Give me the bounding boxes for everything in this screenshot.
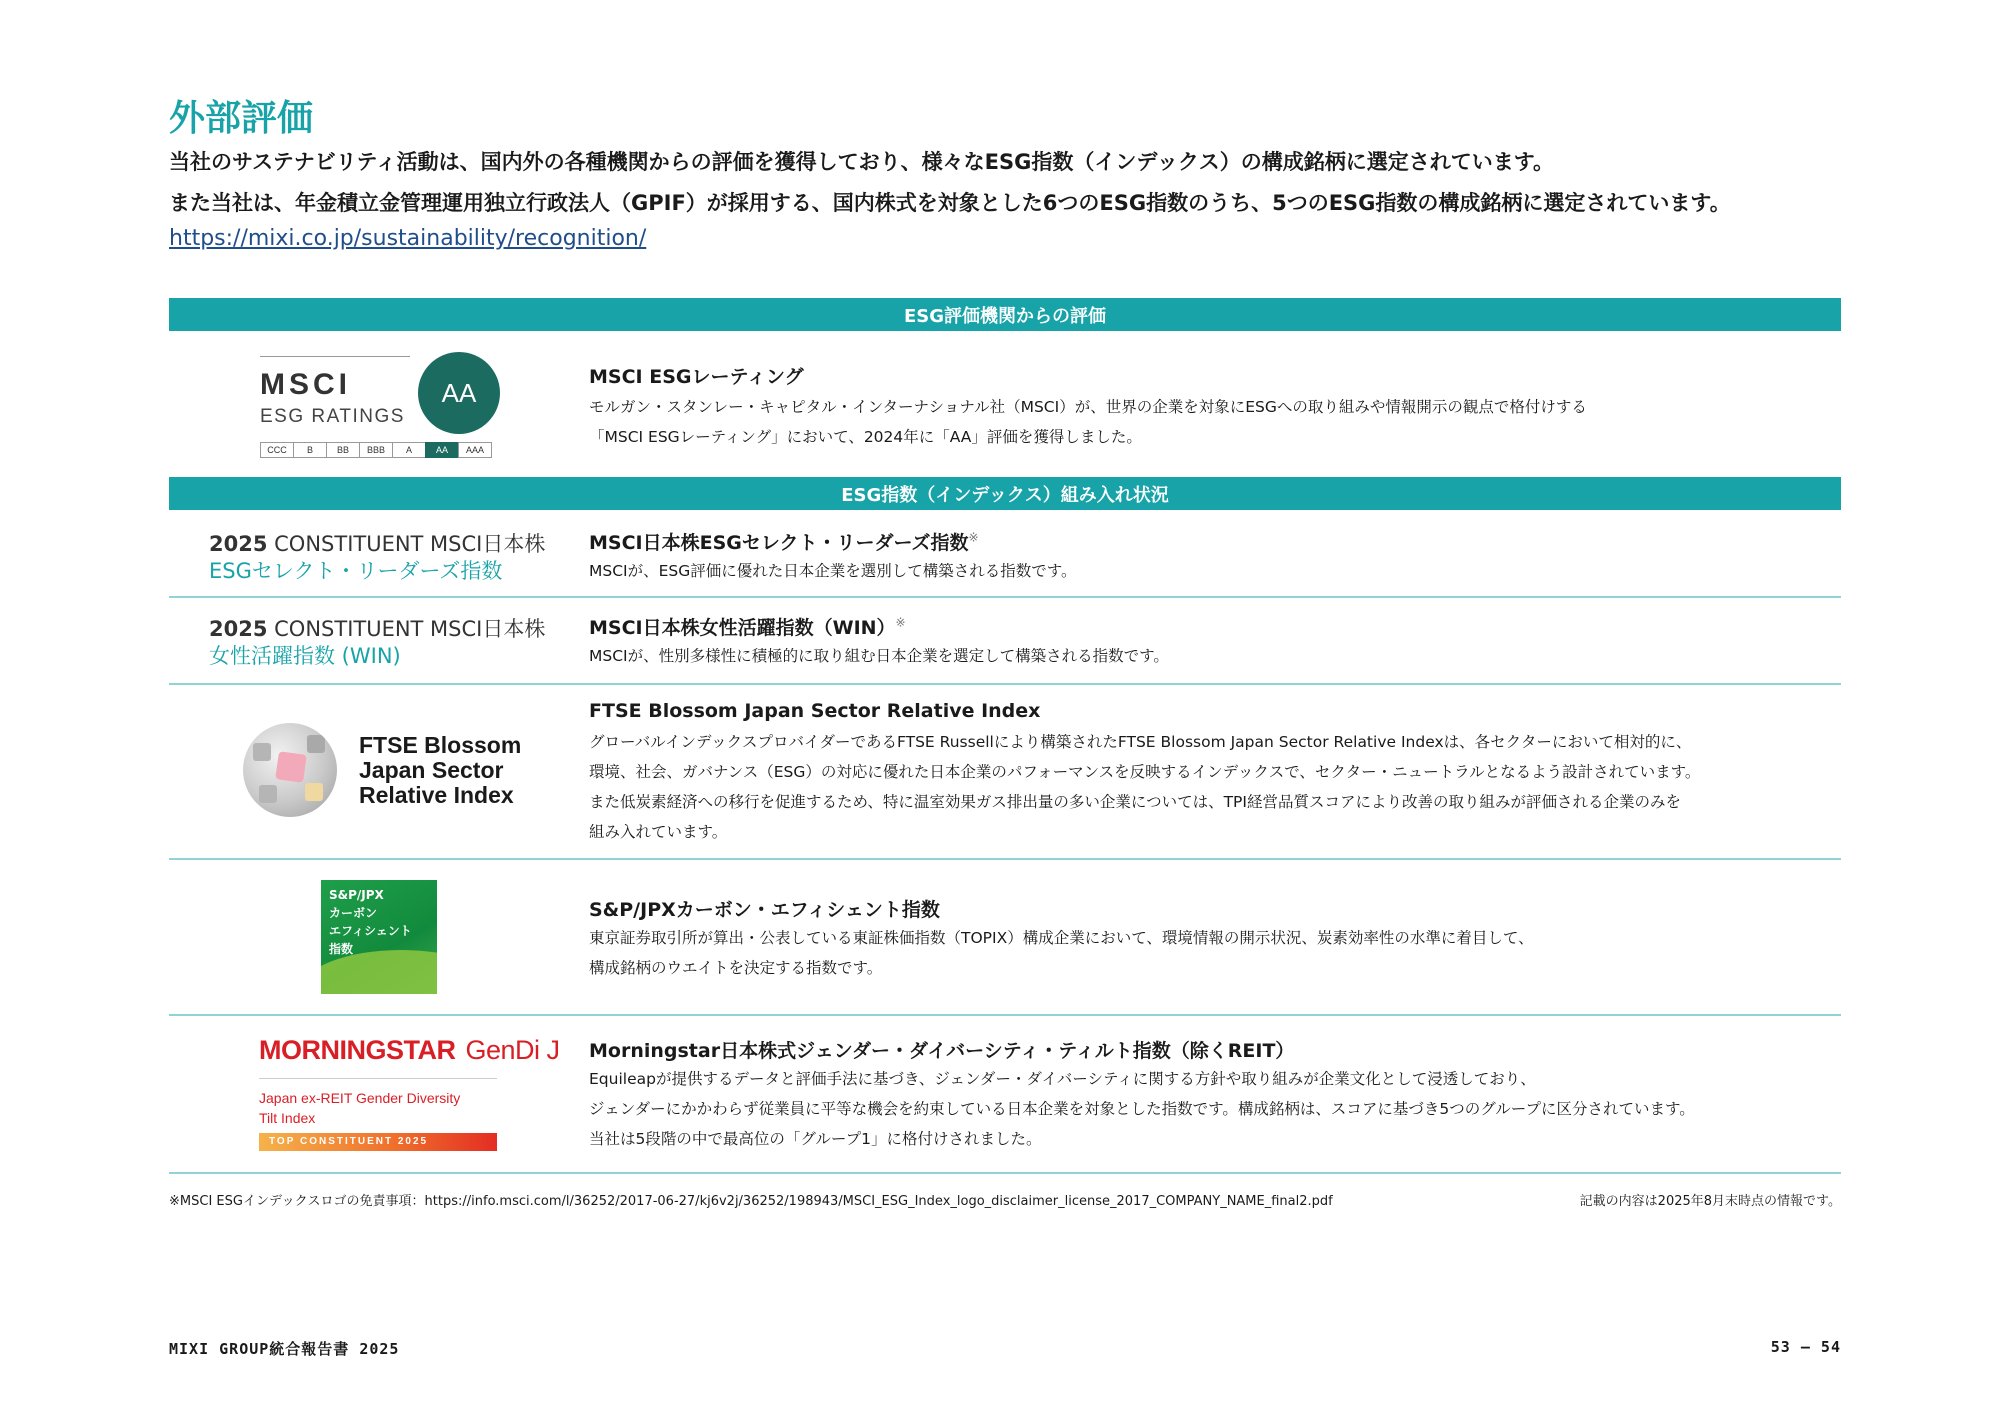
- spjpx-logo-line: エフィシェント: [329, 924, 412, 938]
- ftse-logo-text: [359, 733, 521, 808]
- constituent-logo-line-1: [209, 528, 545, 558]
- blossom-tile: [275, 751, 307, 783]
- row-divider: [169, 858, 1841, 860]
- row-divider: [169, 1014, 1841, 1016]
- page-title: 外部評価: [169, 98, 314, 139]
- msci-win-desc: MSCIが、性別多様性に積極的に取り組む日本企業を選定して構築される指数です。: [589, 647, 1169, 665]
- ftse-logo-line: Relative Index: [359, 782, 514, 808]
- msci-rating-desc-1: モルガン・スタンレー・キャピタル・インターナショナル社（MSCI）が、世界の企業を対象にESGへの取り組みや情報開示の観点で格付けする: [589, 398, 1587, 416]
- ftse-title: FTSE Blossom Japan Sector Relative Index: [589, 700, 1041, 722]
- esg-ratings-label: ESG RATINGS: [260, 406, 405, 427]
- msci-esg-ratings-logo: [258, 352, 498, 462]
- spjpx-logo-line: S&P/JPX: [329, 888, 384, 902]
- ftse-desc-4: 組み入れています。: [589, 823, 728, 841]
- spjpx-desc-2: 構成銘柄のウエイトを決定する指数です。: [589, 959, 883, 977]
- morningstar-logo-subtitle: [259, 1088, 460, 1128]
- constituent-label: CONSTITUENT MSCI日本株: [267, 532, 546, 556]
- morningstar-desc-3: 当社は5段階の中で最高位の「グループ1」に格付けされました。: [589, 1130, 1042, 1148]
- rating-scale-item: BBB: [359, 442, 393, 458]
- morningstar-desc-1: Equileapが提供するデータと評価手法に基づき、ジェンダー・ダイバーシティに関する方針や取り組みが企業文化として浸透しており、: [589, 1070, 1536, 1088]
- globe-tile: [305, 783, 323, 801]
- intro-line-2: また当社は、年金積立金管理運用独立行政法人（GPIF）が採用する、国内株式を対象とした6つのESG指数のうち、5つのESG指数の構成銘柄に選定されています。: [169, 191, 1731, 215]
- top-constituent-bar: TOP CONSTITUENT 2025: [259, 1133, 497, 1151]
- ftse-globe-icon: [243, 723, 337, 817]
- msci-disclaimer-note: ※MSCI ESGインデックスロゴの免責事項：https://info.msci.com/l/36252/2017-06-27/kj6v2j/36252/198943/MSCI_ESG_Index_logo_disclaimer_license_2017_COMPANY_NAME_final2.pdf: [169, 1194, 1333, 1209]
- rating-scale-item: B: [293, 442, 327, 458]
- row-divider: [169, 683, 1841, 685]
- morningstar-desc-2: ジェンダーにかかわらず従業員に平等な機会を約束している日本企業を対象とした指数です。構成銘柄は、スコアに基づき5つのグループに区分されています。: [589, 1100, 1695, 1118]
- row-divider: [169, 1172, 1841, 1174]
- rating-scale-item: BB: [326, 442, 360, 458]
- morningstar-sub-line: Japan ex-REIT Gender Diversity: [259, 1090, 461, 1106]
- msci-rating-title: MSCI ESGレーティング: [589, 366, 804, 388]
- morningstar-logo: [259, 1035, 560, 1066]
- constituent-year: 2025: [209, 532, 268, 556]
- constituent-label: CONSTITUENT MSCI日本株: [267, 617, 546, 641]
- morningstar-sub-line: Tilt Index: [259, 1110, 316, 1126]
- section-header-esg-index: ESG指数（インデックス）組み入れ状況: [169, 477, 1841, 510]
- globe-tile: [253, 743, 271, 761]
- aa-grade-badge: AA: [418, 352, 500, 434]
- info-date-note: 記載の内容は2025年8月末時点の情報です。: [1579, 1194, 1841, 1209]
- spjpx-desc-1: 東京証券取引所が算出・公表している東証株価指数（TOPIX）構成企業において、環境情報の開示状況、炭素効率性の水準に着目して、: [589, 929, 1534, 947]
- msci-select-leaders-title: [589, 528, 979, 555]
- msci-win-title: [589, 613, 906, 640]
- ftse-desc-2: 環境、社会、ガバナンス（ESG）の対応に優れた日本企業のパフォーマンスを反映するインデックスで、セクター・ニュートラルとなるよう設計されています。: [589, 763, 1701, 781]
- index-title-text: MSCI日本株女性活躍指数（WIN）: [589, 617, 896, 639]
- ftse-desc-3: また低炭素経済への移行を促進するため、特に温室効果ガス排出量の多い企業については、TPI経営品質スコアにより改善の取り組みが評価される企業のみを: [589, 793, 1681, 811]
- logo-divider: [259, 1078, 497, 1079]
- rating-scale-item: A: [392, 442, 426, 458]
- ftse-logo-line: FTSE Blossom: [359, 732, 522, 758]
- sp-jpx-carbon-logo: [321, 880, 437, 994]
- logo-divider: [260, 356, 410, 357]
- globe-tile: [307, 735, 325, 753]
- msci-select-leaders-desc: MSCIが、ESG評価に優れた日本企業を選別して構築される指数です。: [589, 562, 1077, 580]
- report-name: MIXI GROUP統合報告書 2025: [169, 1340, 400, 1358]
- msci-wordmark: MSCI: [260, 368, 351, 401]
- footnote-mark: ※: [895, 615, 906, 630]
- spjpx-logo-line: 指数: [329, 942, 354, 956]
- rating-scale-item-active: AA: [425, 442, 459, 458]
- ftse-desc-1: グローバルインデックスプロバイダーであるFTSE Russellにより構築されたFTSE Blossom Japan Sector Relative Indexは、各セクターにおいて相対的に、: [589, 733, 1692, 751]
- globe-tile: [259, 785, 277, 803]
- recognition-link[interactable]: https://mixi.co.jp/sustainability/recognition/: [169, 226, 647, 251]
- intro-line-1: 当社のサステナビリティ活動は、国内外の各種機関からの評価を獲得しており、様々なESG指数（インデックス）の構成銘柄に選定されています。: [169, 150, 1555, 174]
- ftse-logo-line: Japan Sector: [359, 757, 504, 783]
- constituent-year: 2025: [209, 617, 268, 641]
- rating-scale-item: AAA: [458, 442, 492, 458]
- row-divider: [169, 596, 1841, 598]
- footnote-mark: ※: [968, 530, 979, 545]
- constituent-logo-line-1: [209, 613, 545, 643]
- rating-scale: [260, 442, 491, 458]
- page-numbers: 53 – 54: [1770, 1338, 1841, 1356]
- constituent-logo-line-2: ESGセレクト・リーダーズ指数: [209, 559, 503, 583]
- section-header-esg-rating: ESG評価機関からの評価: [169, 298, 1841, 331]
- index-title-text: MSCI日本株ESGセレクト・リーダーズ指数: [589, 532, 969, 554]
- morningstar-wordmark: MORNINGSTAR: [259, 1035, 456, 1065]
- rating-scale-item: CCC: [260, 442, 294, 458]
- spjpx-title: S&P/JPXカーボン・エフィシェント指数: [589, 899, 940, 921]
- morningstar-title: Morningstar日本株式ジェンダー・ダイバーシティ・ティルト指数（除くREIT）: [589, 1040, 1295, 1062]
- gendi-wordmark: GenDi J: [465, 1035, 560, 1065]
- spjpx-logo-line: カーボン: [329, 906, 378, 920]
- constituent-logo-line-2: 女性活躍指数 (WIN): [209, 644, 401, 668]
- msci-rating-desc-2: 「MSCI ESGレーティング」において、2024年に「AA」評価を獲得しました。: [589, 428, 1142, 446]
